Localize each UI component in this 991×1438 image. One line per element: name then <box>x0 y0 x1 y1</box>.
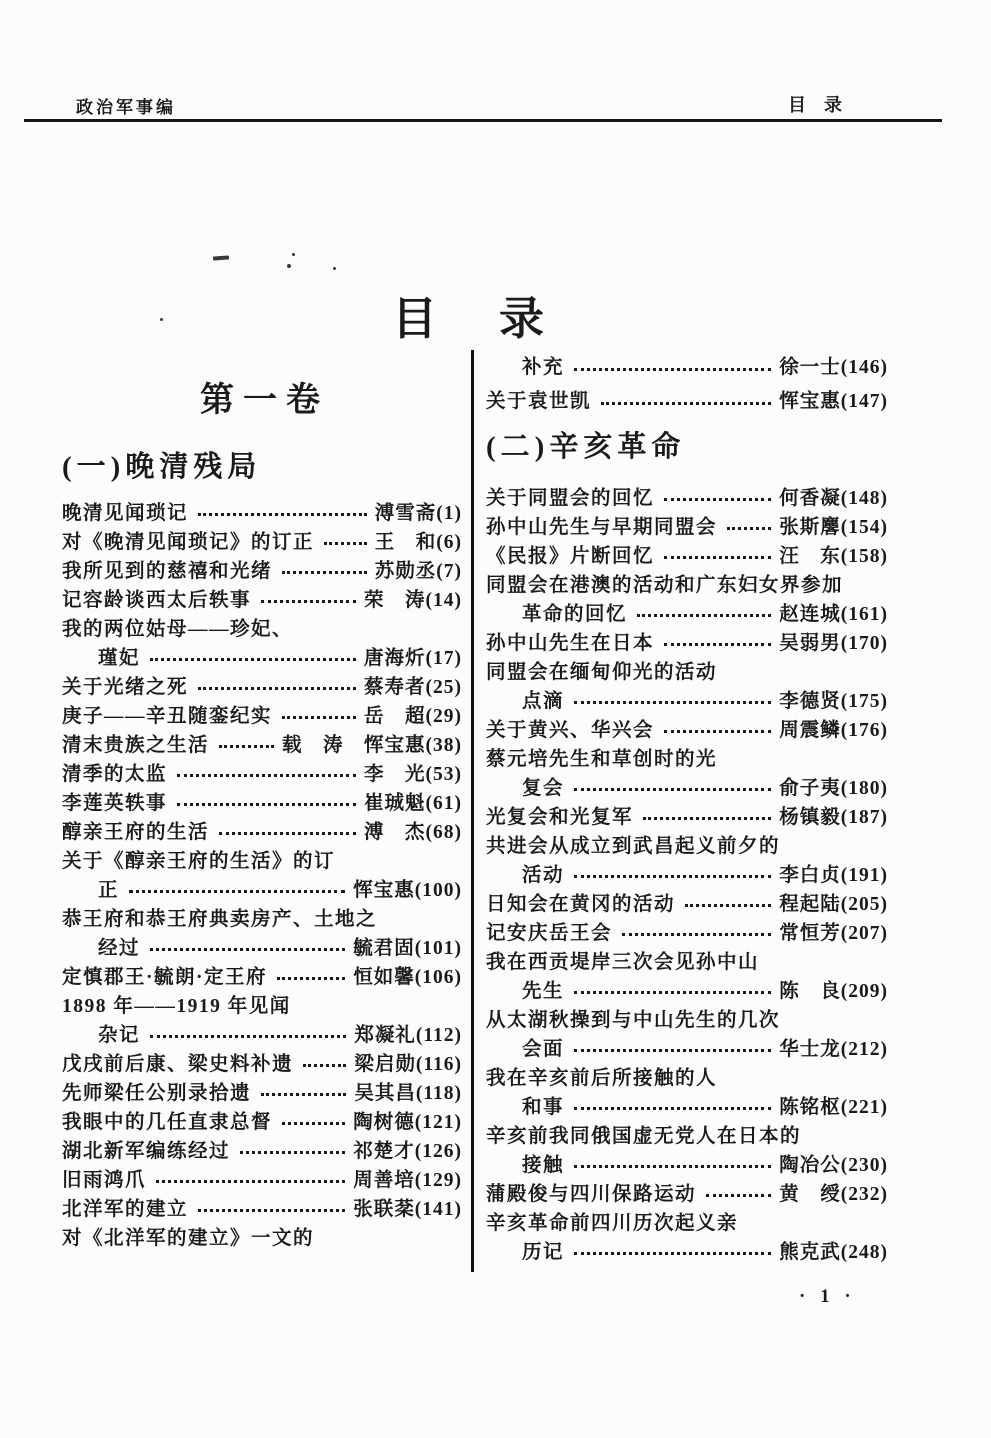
page-title: 目录 <box>392 294 607 344</box>
dot-leader <box>727 527 771 530</box>
toc-entry <box>62 612 462 641</box>
entry-author-page: 荣 涛(14) <box>364 589 462 611</box>
entry-title: 日知会在黄冈的活动 <box>486 893 676 915</box>
toc-entry <box>486 655 888 684</box>
toc-entry <box>486 800 888 829</box>
entry-author-page: 陈 良(209) <box>779 980 888 1002</box>
entry-title: 光复会和光复军 <box>486 806 634 828</box>
dot-leader <box>574 1165 771 1168</box>
dot-leader <box>219 745 274 748</box>
toc-entry <box>62 786 462 815</box>
dot-leader <box>574 701 771 704</box>
entry-title: 旧雨鸿爪 <box>62 1169 147 1191</box>
entry-title: 辛亥前我同俄国虚无党人在日本的 <box>486 1125 802 1147</box>
entry-author-page: 周善培(129) <box>353 1169 462 1191</box>
entry-author-page: 陈铭枢(221) <box>779 1096 888 1118</box>
toc-entry <box>486 887 888 916</box>
dot-leader <box>219 832 356 835</box>
entry-author-page: 溥 杰(68) <box>364 821 462 843</box>
toc-entry <box>62 1018 462 1047</box>
entry-title: 庚子——辛丑随銮纪实 <box>62 705 273 727</box>
entry-title: 孙中山先生与早期同盟会 <box>486 516 718 538</box>
entry-title: 从太湖秋操到与中山先生的几次 <box>486 1009 781 1031</box>
entry-title: 李莲英轶事 <box>62 792 168 814</box>
entry-title: 关于袁世凯 <box>486 391 592 412</box>
dot-leader <box>324 542 367 545</box>
entry-author-page: 陶树德(121) <box>353 1111 462 1133</box>
toc-entry <box>486 1206 888 1235</box>
entry-title: 和事 <box>522 1096 565 1118</box>
entry-author-page: 溥雪斋(1) <box>374 502 462 524</box>
toc-entry <box>62 1105 462 1134</box>
entry-author-page: 毓君固(101) <box>353 937 462 959</box>
volume-heading: 第一卷 <box>200 382 329 419</box>
dot-leader <box>685 904 771 907</box>
entry-author-page: 载 涛 恽宝惠(38) <box>282 734 462 756</box>
dot-leader <box>622 933 771 936</box>
entry-author-page: 汪 东(158) <box>779 545 888 567</box>
toc-entry <box>486 829 888 858</box>
toc-entry <box>486 568 888 597</box>
toc-entry <box>486 771 888 800</box>
dot-leader <box>574 991 771 994</box>
dot-leader <box>282 571 367 574</box>
entry-title: 先师梁任公别录拾遗 <box>62 1082 252 1104</box>
entry-title: 清末贵族之生活 <box>62 734 210 756</box>
entry-author-page: 何香凝(148) <box>779 487 888 509</box>
entry-title: 戊戌前后康、梁史料补遗 <box>62 1053 294 1075</box>
dot-leader <box>664 643 771 646</box>
entry-author-page: 李白贞(191) <box>779 864 888 886</box>
toc-entry <box>486 1235 888 1264</box>
entry-title: 关于同盟会的回忆 <box>486 487 655 509</box>
scan-noise <box>292 253 295 256</box>
toc-entry <box>62 525 462 554</box>
entry-author-page: 熊克武(248) <box>779 1241 888 1263</box>
entry-author-page: 张联棻(141) <box>353 1198 462 1220</box>
dot-leader <box>601 402 771 405</box>
entry-title: 对《北洋军的建立》一文的 <box>62 1227 315 1249</box>
toc-entry <box>62 757 462 786</box>
running-header-left: 政治军事编 <box>76 98 176 117</box>
entry-title: 复会 <box>522 777 565 799</box>
entry-author-page: 王 和(6) <box>374 531 462 553</box>
entry-title: 同盟会在缅甸仰光的活动 <box>486 661 718 683</box>
toc-entry <box>62 670 462 699</box>
page-number: · 1 · <box>799 1286 856 1307</box>
entry-title: 辛亥革命前四川历次起义亲 <box>486 1212 739 1234</box>
toc-entry <box>486 481 888 510</box>
entry-title: 补充 <box>522 357 565 378</box>
toc-entry <box>486 1003 888 1032</box>
dot-leader <box>150 1035 346 1038</box>
dot-leader <box>637 614 771 617</box>
toc-entry <box>486 974 888 1003</box>
toc-entry <box>62 844 462 873</box>
entry-author-page: 吴弱男(170) <box>779 632 888 654</box>
toc-entry <box>62 728 462 757</box>
dot-leader <box>574 788 771 791</box>
entry-title: 醇亲王府的生活 <box>62 821 210 843</box>
toc-entry <box>62 815 462 844</box>
dot-leader <box>643 817 771 820</box>
toc-entry <box>486 510 888 539</box>
entry-title: 孙中山先生在日本 <box>486 632 655 654</box>
toc-entry <box>486 858 888 887</box>
entry-author-page: 常恒芳(207) <box>779 922 888 944</box>
entry-author-page: 恽宝惠(147) <box>779 391 888 412</box>
toc-entry <box>486 382 888 416</box>
entry-title: 革命的回忆 <box>522 603 628 625</box>
toc-entry <box>486 713 888 742</box>
entry-author-page: 华士龙(212) <box>779 1038 888 1060</box>
entry-author-page: 郑凝礼(112) <box>354 1024 462 1046</box>
entry-title: 《民报》片断回忆 <box>486 545 655 567</box>
scan-noise <box>213 255 229 260</box>
toc-entry <box>486 1032 888 1061</box>
dot-leader <box>177 803 356 806</box>
toc-entry <box>486 916 888 945</box>
toc-entry <box>62 902 462 931</box>
entry-author-page: 张斯麐(154) <box>779 516 888 538</box>
entry-title: 清季的太监 <box>62 763 168 785</box>
toc-right-column-carryover <box>486 348 888 416</box>
entry-author-page: 李 光(53) <box>364 763 462 785</box>
entry-title: 定慎郡王·毓朗·定王府 <box>62 966 268 988</box>
section-heading-xinhai: (二)辛亥革命 <box>486 431 686 463</box>
entry-author-page: 岳 超(29) <box>364 705 462 727</box>
toc-entry <box>62 1192 462 1221</box>
dot-leader <box>574 368 771 371</box>
toc-entry <box>62 989 462 1018</box>
entry-title: 北洋军的建立 <box>62 1198 189 1220</box>
entry-author-page: 徐一士(146) <box>779 357 888 378</box>
entry-title: 湖北新军编练经过 <box>62 1140 231 1162</box>
scan-noise <box>160 318 163 321</box>
toc-entry <box>62 583 462 612</box>
entry-author-page: 俞子夷(180) <box>779 777 888 799</box>
toc-entry <box>62 496 462 525</box>
entry-title: 我的两位姑母——珍妃、 <box>62 618 294 640</box>
toc-entry <box>62 1163 462 1192</box>
running-header-right: 目录 <box>788 95 860 115</box>
toc-entry <box>486 348 888 382</box>
toc-left-column <box>62 496 462 1250</box>
entry-author-page: 杨镇毅(187) <box>779 806 888 828</box>
entry-title: 记容龄谈西太后轶事 <box>62 589 252 611</box>
entry-title: 杂记 <box>98 1024 141 1046</box>
dot-leader <box>664 730 771 733</box>
toc-entry <box>62 554 462 583</box>
toc-entry <box>62 1047 462 1076</box>
entry-title: 1898 年——1919 年见闻 <box>62 995 291 1017</box>
entry-author-page: 程起陆(205) <box>779 893 888 915</box>
entry-title: 我眼中的几任直隶总督 <box>62 1111 273 1133</box>
dot-leader <box>150 948 345 951</box>
dot-leader <box>177 774 356 777</box>
dot-leader <box>277 977 345 980</box>
toc-entry <box>486 945 888 974</box>
toc-right-column <box>486 481 888 1264</box>
entry-author-page: 赵连城(161) <box>779 603 888 625</box>
dot-leader <box>150 658 356 661</box>
column-divider <box>471 350 474 1272</box>
dot-leader <box>282 716 356 719</box>
section-heading-late-qing: (一)晚清残局 <box>62 451 262 483</box>
toc-entry <box>486 1177 888 1206</box>
entry-title: 关于《醇亲王府的生活》的订 <box>62 850 336 872</box>
entry-author-page: 周震鳞(176) <box>779 719 888 741</box>
toc-entry <box>62 1221 462 1250</box>
dot-leader <box>664 556 771 559</box>
entry-author-page: 吴其昌(118) <box>354 1082 462 1104</box>
entry-title: 我所见到的慈禧和光绪 <box>62 560 273 582</box>
dot-leader <box>282 1122 345 1125</box>
entry-author-page: 祁楚才(126) <box>353 1140 462 1162</box>
entry-title: 记安庆岳王会 <box>486 922 613 944</box>
entry-title: 关于光绪之死 <box>62 676 189 698</box>
toc-entry <box>62 1076 462 1105</box>
dot-leader <box>574 1252 771 1255</box>
toc-entry <box>486 1061 888 1090</box>
entry-author-page: 苏勋丞(7) <box>374 560 462 582</box>
entry-title: 接触 <box>522 1154 565 1176</box>
dot-leader <box>261 600 356 603</box>
dot-leader <box>261 1093 346 1096</box>
entry-title: 同盟会在港澳的活动和广东妇女界参加 <box>486 574 844 596</box>
dot-leader <box>240 1151 345 1154</box>
toc-entry <box>486 626 888 655</box>
entry-title: 先生 <box>522 980 565 1002</box>
dot-leader <box>574 875 771 878</box>
entry-author-page: 陶冶公(230) <box>779 1154 888 1176</box>
toc-entry <box>486 1119 888 1148</box>
entry-title: 会面 <box>522 1038 565 1060</box>
entry-title: 晚清见闻琐记 <box>62 502 189 524</box>
scan-noise <box>333 267 336 270</box>
dot-leader <box>574 1107 771 1110</box>
dot-leader <box>198 1209 345 1212</box>
entry-title: 蒲殿俊与四川保路运动 <box>486 1183 697 1205</box>
toc-entry <box>62 931 462 960</box>
entry-author-page: 崔珹魁(61) <box>364 792 462 814</box>
toc-entry <box>62 960 462 989</box>
toc-entry <box>62 1134 462 1163</box>
dot-leader <box>303 1064 346 1067</box>
entry-title: 历记 <box>522 1241 565 1263</box>
dot-leader <box>706 1194 771 1197</box>
entry-author-page: 唐海炘(17) <box>364 647 462 669</box>
entry-author-page: 恽宝惠(100) <box>353 879 462 901</box>
entry-title: 共进会从成立到武昌起义前夕的 <box>486 835 781 857</box>
entry-title: 蔡元培先生和草创时的光 <box>486 748 718 770</box>
dot-leader <box>156 1180 345 1183</box>
toc-entry <box>486 539 888 568</box>
entry-author-page: 蔡寿者(25) <box>364 676 462 698</box>
toc-entry <box>486 597 888 626</box>
entry-title: 恭王府和恭王府典卖房产、土地之 <box>62 908 378 930</box>
scan-noise <box>287 264 291 268</box>
toc-entry <box>486 742 888 771</box>
entry-title: 关于黄兴、华兴会 <box>486 719 655 741</box>
entry-title: 瑾妃 <box>98 647 141 669</box>
entry-author-page: 李德贤(175) <box>779 690 888 712</box>
dot-leader <box>198 687 356 690</box>
toc-entry <box>62 699 462 728</box>
entry-title: 活动 <box>522 864 565 886</box>
toc-entry <box>62 641 462 670</box>
entry-title: 正 <box>98 879 120 901</box>
entry-title: 我在西贡堤岸三次会见孙中山 <box>486 951 760 973</box>
entry-title: 点滴 <box>522 690 565 712</box>
entry-title: 我在辛亥前后所接触的人 <box>486 1067 718 1089</box>
dot-leader <box>664 498 771 501</box>
toc-entry <box>486 1090 888 1119</box>
toc-entry <box>62 873 462 902</box>
entry-title: 对《晚清见闻琐记》的订正 <box>62 531 315 553</box>
entry-author-page: 梁启勋(116) <box>354 1053 462 1075</box>
header-rule <box>24 119 942 122</box>
toc-entry <box>486 1148 888 1177</box>
toc-entry <box>486 684 888 713</box>
entry-author-page: 黄 绶(232) <box>779 1183 888 1205</box>
entry-author-page: 恒如馨(106) <box>353 966 462 988</box>
dot-leader <box>574 1049 771 1052</box>
dot-leader <box>129 890 345 893</box>
entry-title: 经过 <box>98 937 141 959</box>
dot-leader <box>198 513 367 516</box>
